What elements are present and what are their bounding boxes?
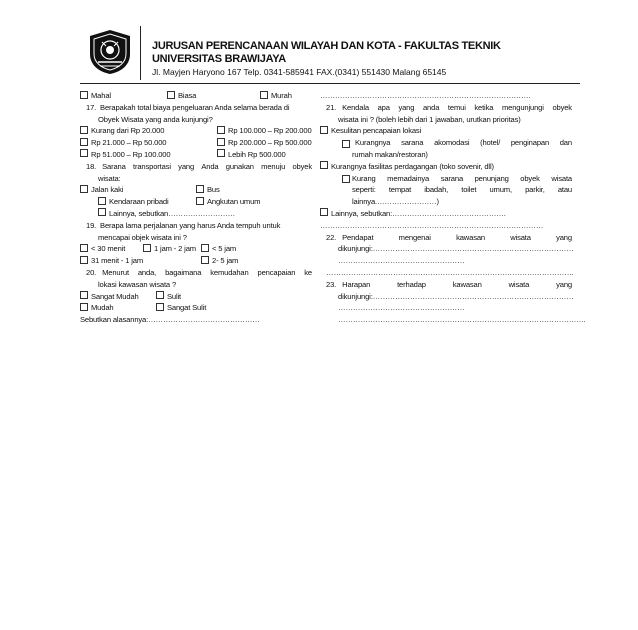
checkbox-icon[interactable]: [80, 149, 88, 157]
question-22: 22. Pendapat mengenai kawasan wisata yang: [326, 232, 572, 242]
question-18-cont: wisata:: [98, 173, 121, 183]
option-angkutan-umum[interactable]: Angkutan umum: [196, 196, 260, 208]
option-under-5-jam[interactable]: < 5 jam: [201, 243, 236, 255]
question-19-cont: mencapai objek wisata ini ?: [98, 232, 187, 242]
checkbox-icon[interactable]: [167, 91, 175, 99]
option-sangat-sulit[interactable]: Sangat Sulit: [156, 302, 206, 314]
checkbox-icon[interactable]: [320, 161, 328, 169]
option-kurang-penunjang[interactable]: Kurang memadainya sarana penunjang obyek wisata: [320, 173, 572, 185]
option-bus[interactable]: Bus: [196, 184, 220, 196]
option-100000-200000[interactable]: Rp 100.000 – Rp 200.000: [217, 125, 312, 137]
option-row: [80, 125, 312, 137]
question-20: 20. Menurut anda, bagaimana kemudahan pencapaian ke: [86, 267, 312, 277]
question-23: 23. Harapan terhadap kawasan wisata yang: [326, 279, 572, 289]
option-2-5-jam[interactable]: 2- 5 jam: [201, 255, 238, 267]
option-mahal[interactable]: Mahal: [80, 90, 167, 102]
answer-line[interactable]: ………………………………………………………………………………: [320, 220, 544, 230]
checkbox-icon[interactable]: [80, 138, 88, 146]
question-19: 19. Berapa lama perjalanan yang harus Anda tempuh untuk: [86, 220, 281, 230]
option-row: [80, 184, 312, 196]
answer-line[interactable]: dikunjungi:………………………………………………………………………: [338, 244, 574, 254]
answer-line[interactable]: ……………………………………………: [338, 303, 465, 313]
option-kurang-20000[interactable]: Kurang dari Rp 20.000: [80, 125, 217, 137]
checkbox-icon[interactable]: [201, 244, 209, 252]
option-kurangnya-akomodasi[interactable]: Kurangnya sarana akomodasi (hotel/ penginapan dan: [320, 137, 572, 149]
header-address: Jl. Mayjen Haryono 167 Telp. 0341-585941 FAX.(0341) 551430 Malang 65145: [152, 67, 447, 77]
option-31-menit-1-jam[interactable]: 31 menit - 1 jam: [80, 255, 201, 267]
question-18: 18. Sarana transportasi yang Anda gunakan menuju obyek: [86, 161, 312, 171]
question-17: 17. Berapakah total biaya pengeluaran Anda selama berada di: [86, 102, 290, 112]
checkbox-icon[interactable]: [201, 256, 209, 264]
option-row: [80, 302, 312, 314]
option-row: [80, 149, 312, 161]
checkbox-icon[interactable]: [80, 185, 88, 193]
checkbox-icon[interactable]: [320, 208, 328, 216]
option-lainnya[interactable]: Lainnya, sebutkan………………………: [80, 208, 312, 220]
option-21000-50000[interactable]: Rp 21.000 – Rp 50.000: [80, 137, 217, 149]
option-cont: seperti: tempat ibadah, toilet umum, parkir, atau: [352, 185, 572, 195]
question-21-cont: wisata ini ? (boleh lebih dari 1 jawaban, urutkan prioritas): [338, 114, 521, 124]
checkbox-icon[interactable]: [260, 91, 268, 99]
checkbox-icon[interactable]: [156, 291, 164, 299]
checkbox-icon[interactable]: [196, 185, 204, 193]
checkbox-icon[interactable]: [143, 244, 151, 252]
question-21: 21. Kendala apa yang anda temui ketika mengunjungi obyek: [326, 102, 572, 112]
checkbox-icon[interactable]: [342, 175, 350, 183]
right-column: [320, 90, 586, 326]
option-lebih-500000[interactable]: Lebih Rp 500.000: [217, 149, 286, 161]
option-row: [80, 137, 312, 149]
option-kendaraan-pribadi[interactable]: Kendaraan pribadi: [98, 196, 196, 208]
option-1-2-jam[interactable]: 1 jam - 2 jam: [143, 243, 201, 255]
option-row: [80, 255, 312, 267]
option-lainnya[interactable]: Lainnya, sebutkan:……………………………………….: [320, 208, 572, 220]
option-cont[interactable]: lainnya.……………………): [352, 197, 439, 207]
option-sangat-mudah[interactable]: Sangat Mudah: [80, 291, 156, 303]
question-17-cont: Obyek Wisata yang anda kunjungi?: [98, 114, 213, 124]
option-mudah[interactable]: Mudah: [80, 302, 156, 314]
header-divider: [140, 26, 141, 80]
header-university: UNIVERSITAS BRAWIJAYA: [152, 53, 286, 65]
header-rule: [80, 83, 580, 84]
checkbox-icon[interactable]: [217, 138, 225, 146]
option-200000-500000[interactable]: Rp 200.000 – Rp 500.000: [217, 137, 312, 149]
option-row: [80, 243, 312, 255]
checkbox-icon[interactable]: [217, 126, 225, 134]
option-biasa[interactable]: Biasa: [167, 90, 260, 102]
option-sulit[interactable]: Sulit: [156, 291, 181, 303]
checkbox-icon[interactable]: [80, 244, 88, 252]
checkbox-icon[interactable]: [342, 140, 350, 148]
answer-line[interactable]: ……………………………………………………………………………………….: [338, 315, 586, 325]
option-cont: rumah makan/restoran): [352, 149, 428, 159]
option-row: [80, 291, 312, 303]
checkbox-icon[interactable]: [98, 197, 106, 205]
checkbox-icon[interactable]: [320, 126, 328, 134]
answer-line[interactable]: ………………………………………………………………………….: [320, 91, 531, 100]
checkbox-icon[interactable]: [80, 256, 88, 264]
option-kurangnya-perdagangan[interactable]: Kurangnya fasilitas perdagangan (toko sovenir, dll): [320, 161, 572, 173]
checkbox-icon[interactable]: [80, 291, 88, 299]
reason-field[interactable]: Sebutkan alasannya:………………………………………: [80, 315, 260, 325]
checkbox-icon[interactable]: [80, 303, 88, 311]
option-jalan-kaki[interactable]: Jalan kaki: [80, 184, 196, 196]
header-title: JURUSAN PERENCANAAN WILAYAH DAN KOTA - FAKULTAS TEKNIK: [152, 40, 501, 52]
checkbox-icon[interactable]: [217, 149, 225, 157]
answer-line[interactable]: dikunjungi:………………………………………………………………………: [338, 291, 574, 301]
checkbox-icon[interactable]: [196, 197, 204, 205]
option-kesulitan-lokasi[interactable]: Kesulitan pencapaian lokasi: [320, 125, 572, 137]
checkbox-icon[interactable]: [80, 91, 88, 99]
checkbox-icon[interactable]: [98, 208, 106, 216]
option-51000-100000[interactable]: Rp 51.000 – Rp 100.000: [80, 149, 217, 161]
university-logo: [86, 28, 134, 76]
option-under-30[interactable]: < 30 menit: [80, 243, 143, 255]
answer-line[interactable]: ……………………………………………: [338, 256, 465, 266]
question-20-cont: lokasi kawasan wisata ?: [98, 279, 177, 289]
checkbox-icon[interactable]: [80, 126, 88, 134]
option-row: [80, 90, 312, 102]
option-row: [80, 196, 312, 208]
left-column: [80, 90, 312, 326]
option-murah[interactable]: Murah: [260, 90, 292, 102]
answer-line[interactable]: ……………………………………………………………………………………….: [326, 267, 574, 277]
checkbox-icon[interactable]: [156, 303, 164, 311]
